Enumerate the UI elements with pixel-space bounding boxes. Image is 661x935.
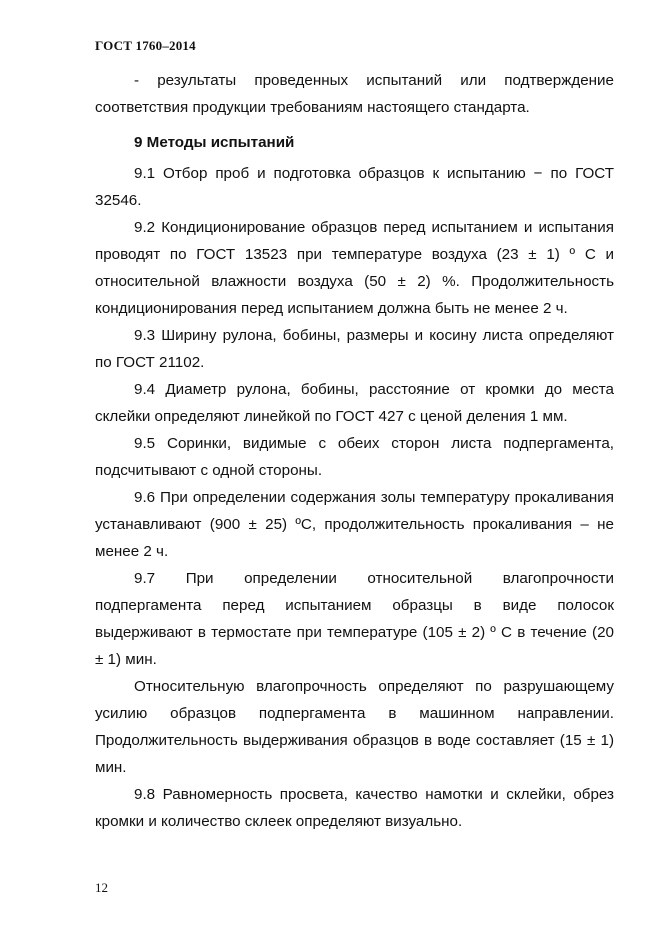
page-number: 12 [95, 880, 108, 895]
paragraph-9-5: 9.5 Соринки, видимые с обеих сторон листа подпергамента, подсчитывают с одной стороны. [95, 435, 614, 479]
document-body [95, 67, 614, 835]
section-heading: 9 Методы испытаний [134, 134, 295, 151]
paragraph-9-8: 9.8 Равномерность просвета, качество намотки и склейки, обрез кромки и количество склеек определяют визуально. [95, 786, 614, 830]
paragraph-wet-strength: Относительную влагопрочность определяют по разрушающему усилию образцов подпергамента в машинном направлении. Продолжительность выдерживания образцов в воде составляет (15 ± 1) мин. [95, 678, 614, 776]
paragraph-9-3: 9.3 Ширину рулона, бобины, размеры и косину листа определяют по ГОСТ 21102. [95, 327, 614, 371]
paragraph-9-6: 9.6 При определении содержания золы температуру прокаливания устанавливают (900 ± 25) ºС, продолжительность прокаливания – не менее 2 ч. [95, 489, 614, 560]
document-header: ГОСТ 1760–2014 [95, 38, 196, 53]
paragraph-9-7: 9.7 При определении относительной влагопрочности подпергамента перед испытанием образцы в виде полосок выдерживают в термостате при температуре (105 ± 2) º С в течение (20 ± 1) мин. [95, 570, 614, 668]
paragraph-results: - результаты проведенных испытаний или подтверждение соответствия продукции требованиям настоящего стандарта. [95, 72, 614, 116]
paragraph-9-1: 9.1 Отбор проб и подготовка образцов к испытанию − по ГОСТ 32546. [95, 165, 614, 209]
paragraph-9-2: 9.2 Кондиционирование образцов перед испытанием и испытания проводят по ГОСТ 13523 при температуре воздуха (23 ± 1) º С и относительной влажности воздуха (50 ± 2) %. Продолжительность кондиционирования перед испытанием должна быть не менее 2 ч. [95, 219, 614, 317]
paragraph-9-4: 9.4 Диаметр рулона, бобины, расстояние от кромки до места склейки определяют линейкой по ГОСТ 427 с ценой деления 1 мм. [95, 381, 614, 425]
